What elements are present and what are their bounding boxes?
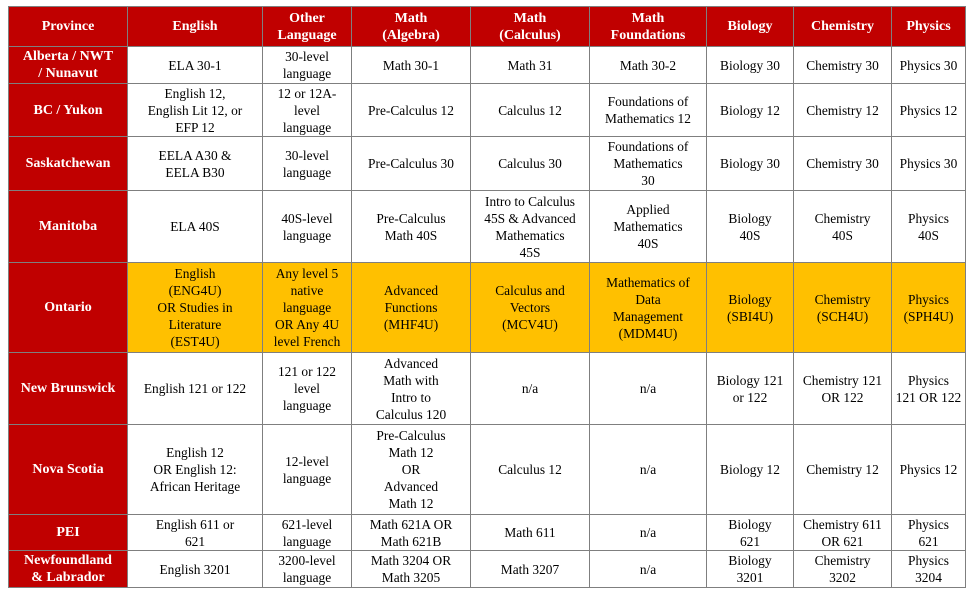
header-math-calculus: Math (Calculus) [471, 7, 590, 47]
math-calculus-cell [471, 263, 590, 353]
province-label: Nova Scotia [32, 462, 104, 477]
chemistry-cell [794, 137, 892, 191]
biology-value: Biology 3201 [728, 553, 772, 585]
province-cell [9, 191, 128, 263]
physics-value: Physics 121 OR 122 [895, 372, 962, 405]
math-algebra-cell [352, 551, 471, 588]
physics-cell [892, 551, 966, 588]
chemistry-cell [794, 353, 892, 425]
province-cell [9, 84, 128, 137]
english-cell [128, 191, 263, 263]
biology-cell [707, 515, 794, 551]
chemistry-value: Chemistry 121 OR 122 [802, 372, 883, 405]
province-cell [9, 353, 128, 425]
math-calculus-value: Calculus 30 [498, 156, 562, 171]
chemistry-value: Chemistry 611 OR 621 [803, 516, 882, 549]
math-algebra-cell [352, 84, 471, 137]
province-label: Manitoba [38, 219, 98, 234]
english-cell [128, 425, 263, 515]
physics-value: Physics 3204 [908, 553, 949, 585]
biology-cell [707, 84, 794, 137]
other-language-value: 30-level language [282, 49, 332, 81]
math-calculus-value: Math 31 [507, 57, 553, 73]
math-foundations-value: Foundations of Mathematics 30 [607, 139, 689, 188]
header-row [9, 7, 966, 47]
math-calculus-cell [471, 137, 590, 191]
english-cell [128, 353, 263, 425]
chemistry-cell [794, 551, 892, 588]
math-calculus-cell [471, 353, 590, 425]
chemistry-value: Chemistry 12 [806, 462, 879, 477]
english-cell [128, 84, 263, 137]
province-label: New Brunswick [20, 381, 116, 396]
english-cell [128, 263, 263, 353]
chemistry-value: Chemistry 40S [814, 210, 871, 243]
biology-value: Biology 30 [720, 57, 780, 73]
math-algebra-cell [352, 263, 471, 353]
chemistry-cell [794, 515, 892, 551]
math-calculus-cell [471, 84, 590, 137]
english-value: EELA A30 & EELA B30 [158, 147, 232, 180]
table-row [9, 191, 966, 263]
physics-cell [892, 137, 966, 191]
province-cell [9, 263, 128, 353]
biology-value: Biology 12 [720, 102, 780, 118]
physics-value: Physics 30 [899, 156, 958, 171]
other-language-value: 30-level language [282, 147, 332, 180]
physics-cell [892, 353, 966, 425]
table-row [9, 47, 966, 84]
other-language-value: Any level 5 native language OR Any 4U level French [273, 266, 341, 349]
physics-value: Physics 12 [899, 462, 958, 477]
physics-value: Physics (SPH4U) [903, 291, 954, 324]
math-algebra-value: Math 3204 OR Math 3205 [370, 553, 452, 585]
math-calculus-cell [471, 191, 590, 263]
table-row [9, 551, 966, 588]
physics-value: Physics 40S [908, 210, 949, 243]
physics-cell [892, 515, 966, 551]
english-value: English 3201 [159, 561, 231, 577]
other-language-cell [263, 137, 352, 191]
province-cell [9, 47, 128, 84]
header-other-language: Other Language [263, 7, 352, 47]
other-language-cell [263, 515, 352, 551]
math-calculus-cell [471, 425, 590, 515]
table-row [9, 84, 966, 137]
english-value: English 12, English Lit 12, or EFP 12 [147, 85, 243, 135]
math-foundations-value: n/a [639, 462, 657, 477]
math-algebra-cell [352, 425, 471, 515]
biology-cell [707, 47, 794, 84]
header-math-algebra: Math (Algebra) [352, 7, 471, 47]
chemistry-value: Chemistry 30 [806, 57, 879, 73]
other-language-cell [263, 263, 352, 353]
province-label: Alberta / NWT / Nunavut [22, 49, 114, 81]
biology-cell [707, 425, 794, 515]
math-calculus-cell [471, 551, 590, 588]
province-label: Saskatchewan [25, 156, 111, 171]
other-language-value: 121 or 122 level language [277, 364, 337, 413]
biology-cell [707, 137, 794, 191]
math-foundations-cell [590, 515, 707, 551]
table-body [9, 47, 966, 588]
math-foundations-value: n/a [639, 381, 657, 396]
english-value: ELA 30-1 [168, 57, 222, 73]
english-value: ELA 40S [170, 219, 220, 234]
physics-value: Physics 30 [899, 57, 958, 73]
biology-cell [707, 551, 794, 588]
math-calculus-value: Calculus and Vectors (MCV4U) [495, 283, 565, 332]
english-cell [128, 551, 263, 588]
math-calculus-value: Math 611 [504, 525, 556, 540]
math-calculus-value: Intro to Calculus 45S & Advanced Mathematics 45S [484, 193, 576, 260]
physics-cell [892, 191, 966, 263]
chemistry-cell [794, 84, 892, 137]
math-algebra-cell [352, 515, 471, 551]
other-language-cell [263, 84, 352, 137]
biology-value: Biology 12 [720, 462, 780, 477]
biology-cell [707, 353, 794, 425]
other-language-value: 12 or 12A- level language [277, 85, 337, 135]
math-algebra-value: Advanced Functions (MHF4U) [383, 283, 439, 332]
chemistry-cell [794, 47, 892, 84]
math-foundations-cell [590, 84, 707, 137]
biology-value: Biology 30 [720, 156, 780, 171]
other-language-value: 3200-level language [278, 553, 336, 585]
chemistry-cell [794, 263, 892, 353]
province-label: PEI [56, 525, 80, 540]
math-foundations-cell [590, 137, 707, 191]
other-language-value: 40S-level language [281, 210, 333, 243]
math-foundations-cell [590, 551, 707, 588]
math-foundations-value: Foundations of Mathematics 12 [605, 94, 691, 126]
header-physics: Physics [892, 7, 966, 47]
math-foundations-cell [590, 47, 707, 84]
header-province: Province [9, 7, 128, 47]
biology-cell [707, 191, 794, 263]
math-foundations-value: Mathematics of Data Management (MDM4U) [606, 274, 690, 341]
math-algebra-cell [352, 47, 471, 84]
table-row [9, 353, 966, 425]
english-value: English 12 OR English 12: African Heritage [149, 445, 241, 494]
math-algebra-value: Pre-Calculus Math 40S [376, 210, 446, 243]
english-value: English 611 or 621 [155, 516, 235, 549]
chemistry-cell [794, 425, 892, 515]
header-english: English [128, 7, 263, 47]
physics-cell [892, 263, 966, 353]
physics-value: Physics 12 [899, 102, 958, 118]
math-algebra-value: Pre-Calculus 30 [368, 156, 454, 171]
physics-cell [892, 47, 966, 84]
math-algebra-cell [352, 353, 471, 425]
other-language-cell [263, 47, 352, 84]
table-row [9, 515, 966, 551]
math-foundations-value: Applied Mathematics 40S [613, 202, 683, 251]
table-row [9, 263, 966, 353]
province-label: BC / Yukon [33, 102, 103, 118]
math-algebra-value: Pre-Calculus Math 12 OR Advanced Math 12 [376, 428, 446, 511]
english-cell [128, 137, 263, 191]
chemistry-value: Chemistry 30 [806, 156, 879, 171]
other-language-cell [263, 551, 352, 588]
header-chemistry: Chemistry [794, 7, 892, 47]
math-foundations-cell [590, 425, 707, 515]
english-cell [128, 47, 263, 84]
english-value: English (ENG4U) OR Studies in Literature (EST4U) [157, 266, 233, 349]
chemistry-cell [794, 191, 892, 263]
biology-value: Biology 121 or 122 [716, 372, 784, 405]
chemistry-value: Chemistry 12 [806, 102, 879, 118]
math-foundations-value: n/a [639, 525, 657, 540]
province-label: Newfoundland & Labrador [24, 553, 112, 585]
other-language-cell [263, 425, 352, 515]
province-cell [9, 137, 128, 191]
math-calculus-value: Calculus 12 [498, 462, 562, 477]
header-math-foundations: Math Foundations [590, 7, 707, 47]
math-foundations-cell [590, 263, 707, 353]
header-biology: Biology [707, 7, 794, 47]
english-value: English 121 or 122 [143, 381, 247, 396]
other-language-value: 621-level language [281, 516, 333, 549]
english-cell [128, 515, 263, 551]
chemistry-value: Chemistry 3202 [814, 553, 871, 585]
math-calculus-value: n/a [521, 381, 539, 396]
table-row [9, 137, 966, 191]
biology-cell [707, 263, 794, 353]
math-calculus-value: Math 3207 [500, 561, 560, 577]
math-algebra-value: Pre-Calculus 12 [368, 102, 454, 118]
physics-cell [892, 425, 966, 515]
table-row [9, 425, 966, 515]
math-calculus-cell [471, 515, 590, 551]
math-algebra-value: Advanced Math with Intro to Calculus 120 [375, 355, 447, 422]
biology-value: Biology 621 [728, 516, 772, 549]
requirements-table [8, 6, 966, 588]
math-foundations-value: Math 30-2 [619, 57, 677, 73]
math-foundations-cell [590, 353, 707, 425]
math-algebra-cell [352, 191, 471, 263]
other-language-cell [263, 191, 352, 263]
math-algebra-cell [352, 137, 471, 191]
math-algebra-value: Math 621A OR Math 621B [369, 516, 453, 549]
chemistry-value: Chemistry (SCH4U) [814, 291, 871, 324]
other-language-cell [263, 353, 352, 425]
province-cell [9, 515, 128, 551]
physics-value: Physics 621 [908, 516, 949, 549]
province-label: Ontario [44, 300, 92, 315]
province-cell [9, 425, 128, 515]
math-algebra-value: Math 30-1 [382, 57, 440, 73]
math-calculus-value: Calculus 12 [498, 102, 562, 118]
biology-value: Biology (SBI4U) [726, 291, 774, 324]
province-cell [9, 551, 128, 588]
math-calculus-cell [471, 47, 590, 84]
math-foundations-cell [590, 191, 707, 263]
math-foundations-value: n/a [639, 561, 657, 577]
biology-value: Biology 40S [728, 210, 772, 243]
other-language-value: 12-level language [282, 453, 332, 486]
physics-cell [892, 84, 966, 137]
